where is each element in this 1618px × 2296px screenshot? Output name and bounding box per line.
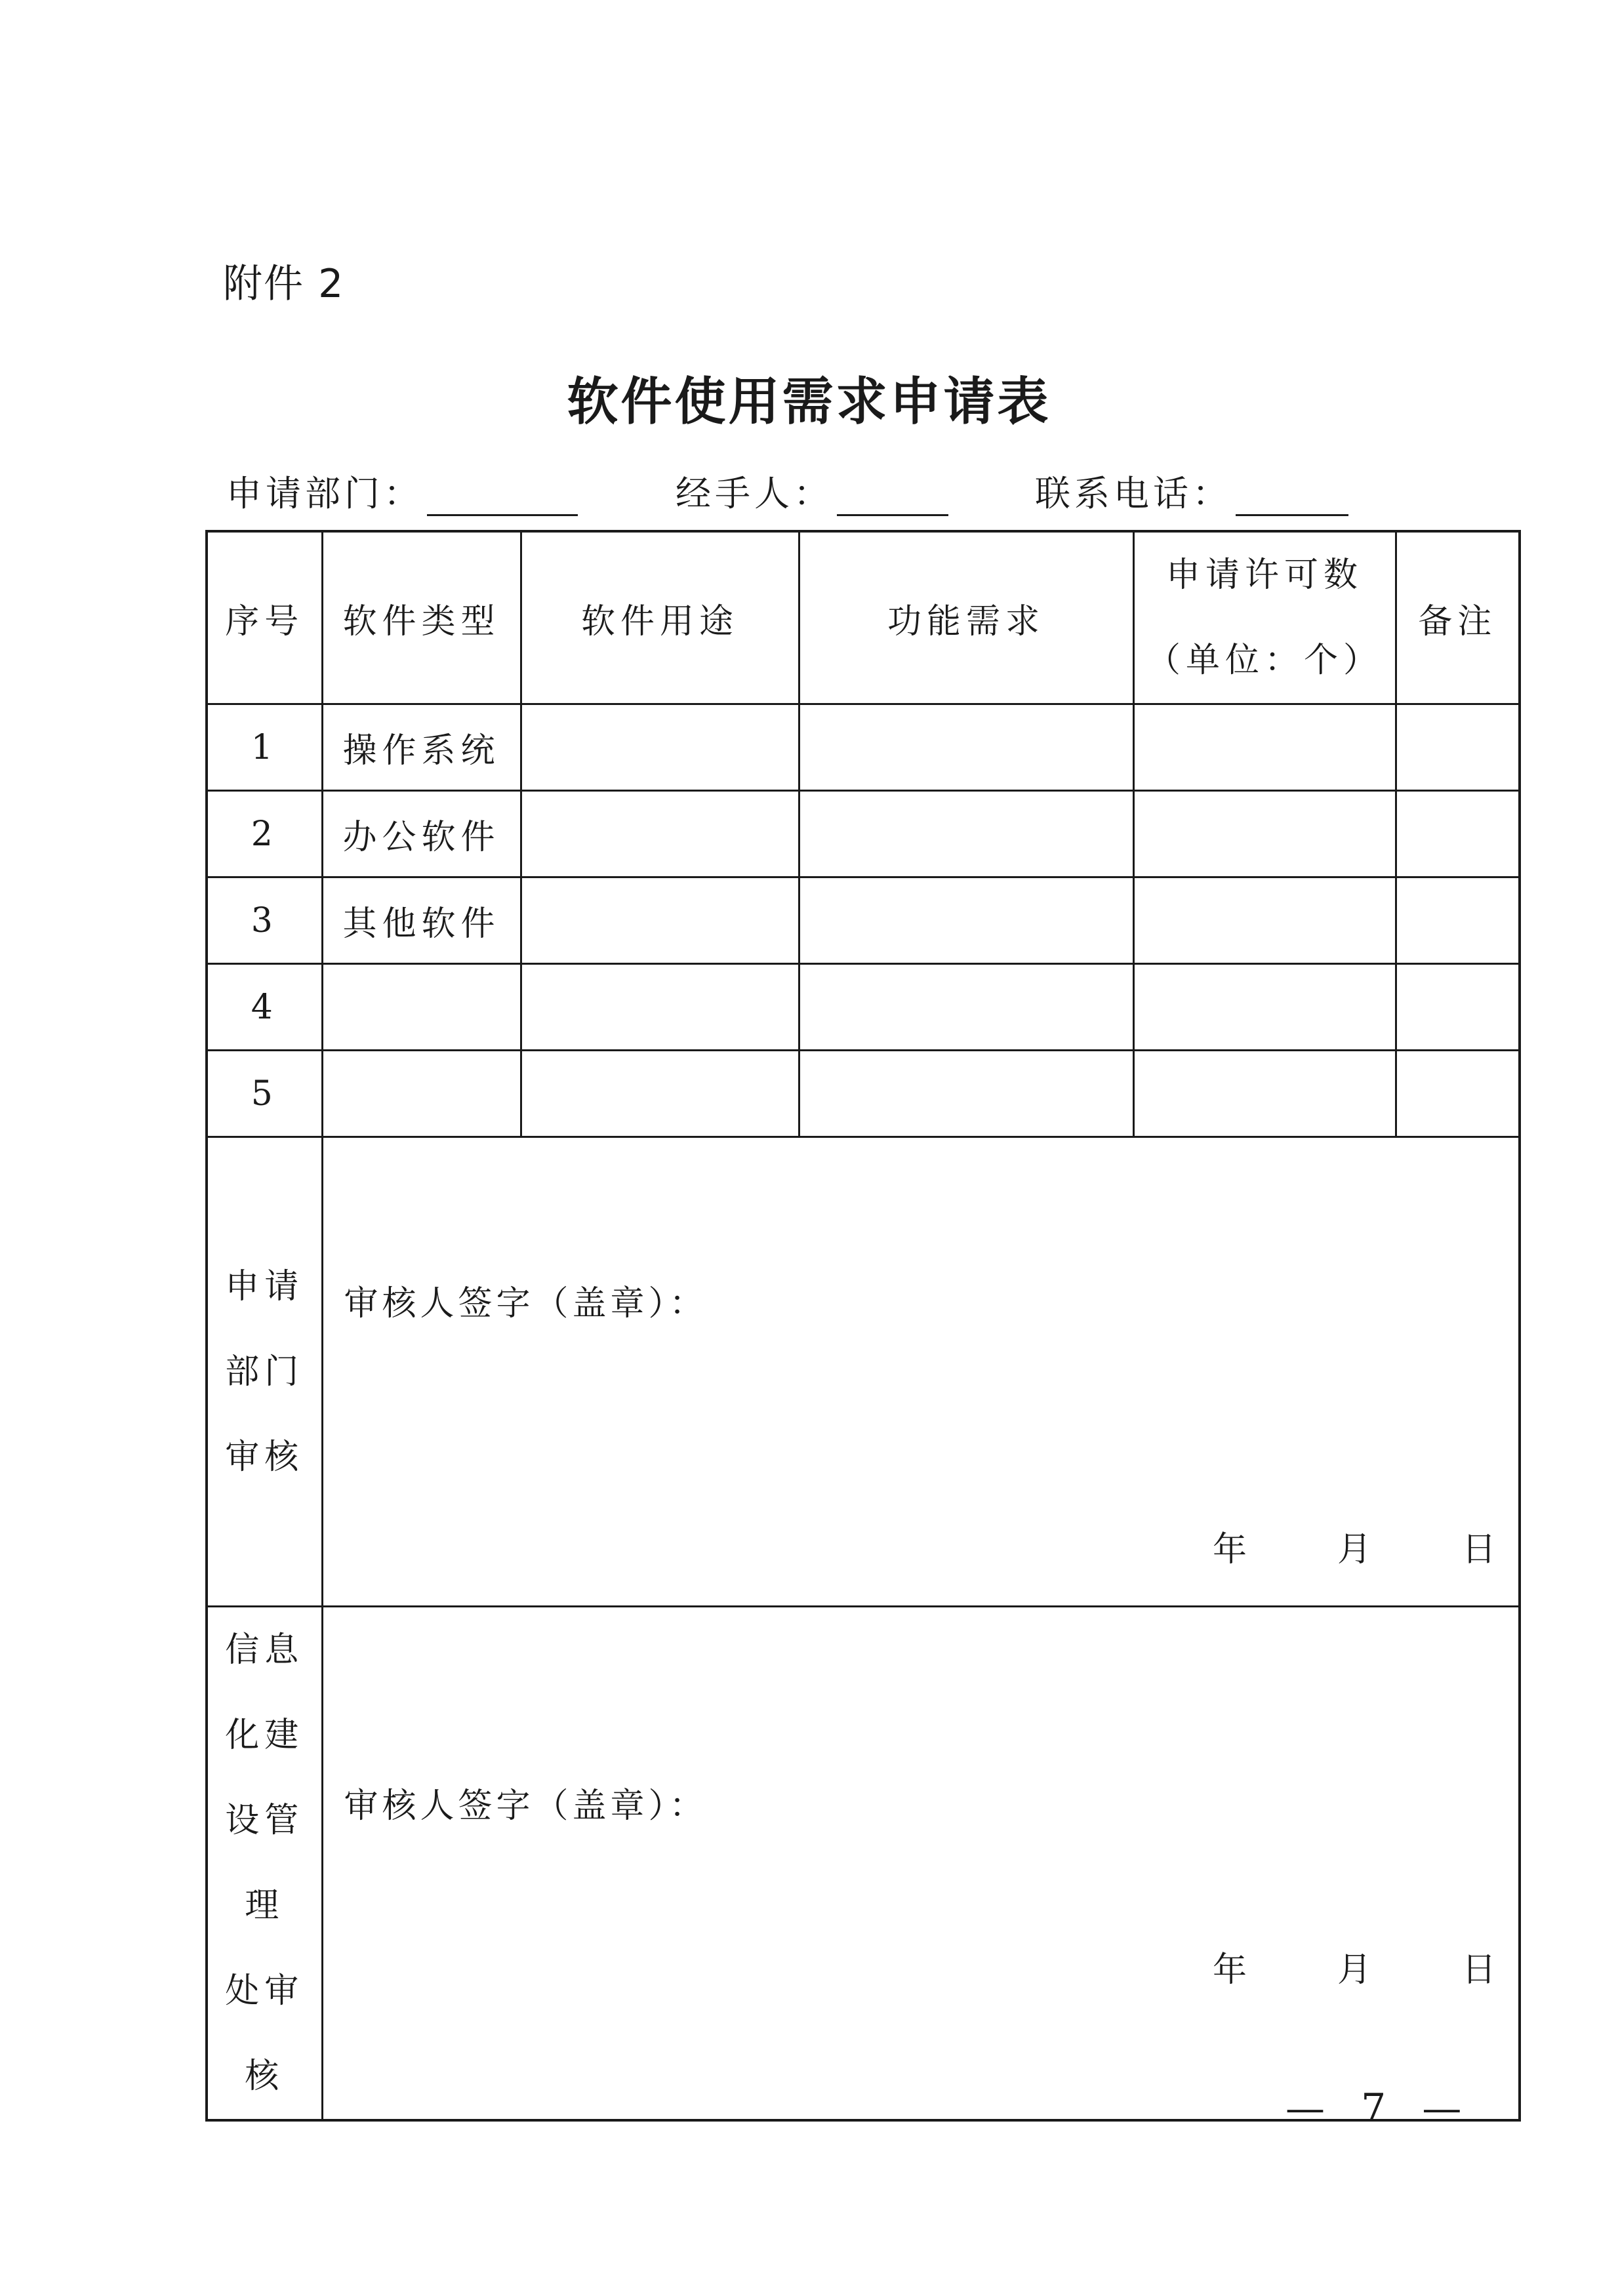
row-function-cell[interactable]	[799, 704, 1133, 791]
row-function-cell[interactable]	[799, 791, 1133, 877]
it-review-label-line1: 信息化建设管理	[225, 1630, 304, 1925]
page-number: — 7 —	[1285, 2085, 1474, 2131]
dept-review-label-line1: 申请部门	[225, 1266, 304, 1392]
header-license	[1133, 531, 1396, 704]
phone-field	[1035, 466, 1348, 516]
row-license-cell[interactable]	[1133, 704, 1396, 791]
row-remarks-cell[interactable]	[1396, 877, 1520, 964]
row-seq: 1	[207, 704, 322, 791]
phone-blank[interactable]	[1236, 485, 1348, 516]
date-day: 日	[1461, 1530, 1501, 1569]
row-usage-cell[interactable]	[521, 704, 799, 791]
it-review-label	[207, 1607, 322, 2121]
row-usage-cell[interactable]	[521, 877, 799, 964]
it-review-signature-area[interactable]	[322, 1607, 1520, 2121]
row-license-cell[interactable]	[1133, 1051, 1396, 1137]
department-field	[226, 466, 578, 516]
form-title: 软件使用需求申请表	[567, 373, 1051, 432]
row-seq: 4	[207, 964, 322, 1051]
row-function-cell[interactable]	[799, 964, 1133, 1051]
row-type: 办公软件	[322, 791, 521, 877]
department-blank[interactable]	[427, 485, 578, 516]
row-type: 操作系统	[322, 704, 521, 791]
table-row	[207, 1051, 1520, 1137]
it-review-date	[1213, 1942, 1501, 1991]
header-type: 软件类型	[322, 531, 521, 704]
header-seq: 序号	[207, 531, 322, 704]
it-signature-label: 审核人签字（盖章）：	[344, 1786, 708, 1826]
row-usage-cell[interactable]	[521, 964, 799, 1051]
dept-review-label-line2: 审核	[225, 1437, 304, 1477]
table-row	[207, 964, 1520, 1051]
row-seq: 3	[207, 877, 322, 964]
it-review-label-line2: 处审核	[225, 1971, 304, 2096]
row-usage-cell[interactable]	[521, 1051, 799, 1137]
row-remarks-cell[interactable]	[1396, 791, 1520, 877]
handler-field	[676, 466, 948, 516]
row-function-cell[interactable]	[799, 1051, 1133, 1137]
row-usage-cell[interactable]	[521, 791, 799, 877]
dept-review-date	[1213, 1521, 1501, 1571]
row-license-cell[interactable]	[1133, 791, 1396, 877]
phone-label: 联系电话：	[1035, 473, 1232, 514]
dept-review-row	[207, 1137, 1520, 1607]
row-type: 其他软件	[322, 877, 521, 964]
row-function-cell[interactable]	[799, 877, 1133, 964]
table-row	[207, 791, 1520, 877]
dept-review-signature-area[interactable]	[322, 1137, 1520, 1607]
table-header-row	[207, 531, 1520, 704]
row-license-cell[interactable]	[1133, 964, 1396, 1051]
date-year: 年	[1212, 1950, 1252, 1990]
handler-blank[interactable]	[837, 485, 948, 516]
date-month: 月	[1337, 1530, 1377, 1569]
dept-signature-label: 审核人签字（盖章）：	[344, 1284, 708, 1323]
application-table	[205, 530, 1521, 2122]
row-seq: 5	[207, 1051, 322, 1137]
date-month: 月	[1337, 1950, 1377, 1990]
header-license-line1: 申请许可数	[1165, 555, 1363, 595]
header-license-line2: （单位：个）	[1146, 641, 1383, 680]
department-label: 申请部门：	[226, 473, 423, 514]
table-row	[207, 877, 1520, 964]
header-remarks: 备注	[1396, 531, 1520, 704]
dept-review-label	[207, 1137, 322, 1607]
row-type-cell[interactable]	[322, 964, 521, 1051]
header-function: 功能需求	[799, 531, 1133, 704]
row-type-cell[interactable]	[322, 1051, 521, 1137]
row-seq: 2	[207, 791, 322, 877]
row-remarks-cell[interactable]	[1396, 964, 1520, 1051]
header-usage: 软件用途	[521, 531, 799, 704]
table-row	[207, 704, 1520, 791]
attachment-label: 附件 2	[223, 261, 345, 307]
handler-label: 经手人：	[676, 473, 833, 514]
date-day: 日	[1461, 1950, 1501, 1990]
row-license-cell[interactable]	[1133, 877, 1396, 964]
row-remarks-cell[interactable]	[1396, 1051, 1520, 1137]
date-year: 年	[1212, 1530, 1252, 1569]
row-remarks-cell[interactable]	[1396, 704, 1520, 791]
it-review-row	[207, 1607, 1520, 2121]
